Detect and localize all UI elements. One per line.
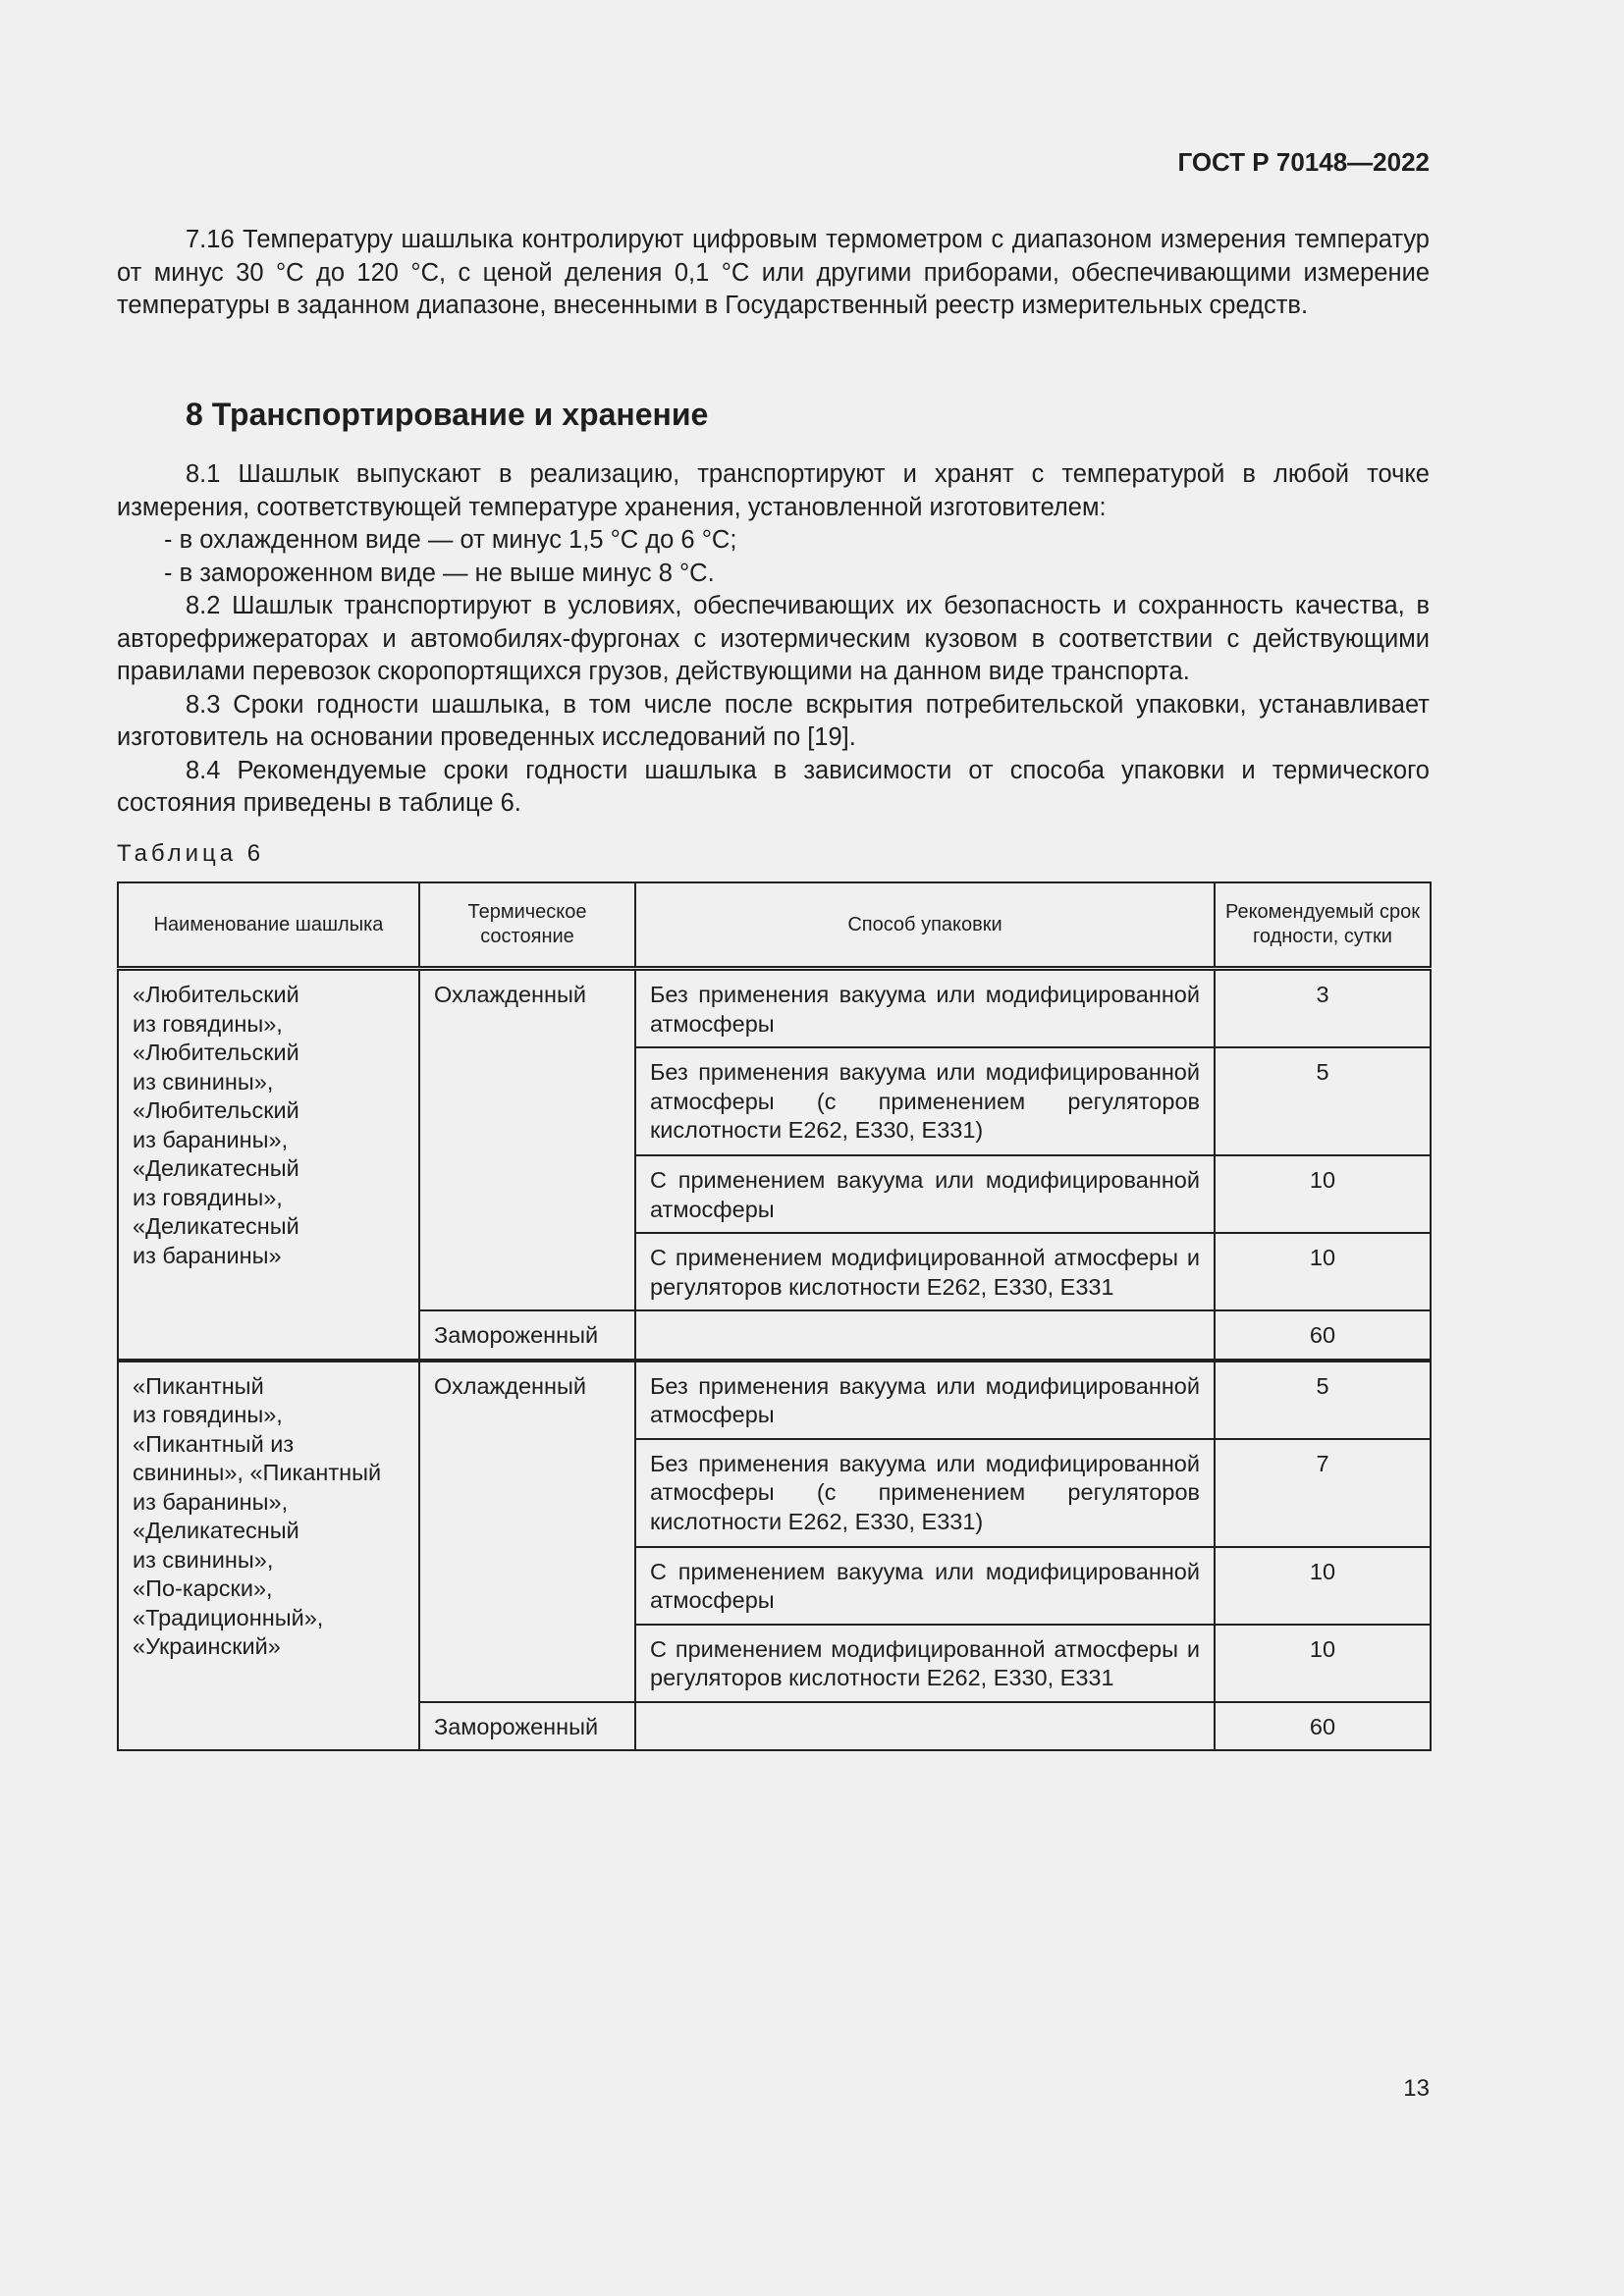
- cell-packing-method-empty: [635, 1310, 1215, 1361]
- product-name-line: «Деликатесный: [133, 1213, 299, 1239]
- table-label: Таблица 6: [117, 840, 265, 867]
- cell-shelf-life: 60: [1215, 1310, 1431, 1361]
- cell-packing-method: Без применения вакуума или модифицированной атмосферы (с применением регуляторов кислотности Е262, Е330, Е331): [635, 1047, 1215, 1155]
- product-name-line: из свинины»,: [133, 1546, 274, 1573]
- cell-shelf-life: 10: [1215, 1547, 1431, 1625]
- document-page: [117, 0, 1430, 2296]
- paragraph-8-4: 8.4 Рекомендуемые сроки годности шашлыка в зависимости от способа упаковки и термического состояния приведены в таблице 6.: [117, 756, 1430, 817]
- cell-packing-method: С применением модифицированной атмосферы и регуляторов кислотности Е262, Е330, Е331: [635, 1233, 1215, 1310]
- cell-shelf-life: 5: [1215, 1047, 1431, 1155]
- cell-product-names: [118, 1361, 419, 1751]
- cell-product-names: [118, 969, 419, 1361]
- document-code: ГОСТ Р 70148—2022: [1177, 147, 1430, 177]
- table-header-row: [118, 882, 1431, 969]
- product-name-line: из говядины»,: [133, 1402, 283, 1427]
- cell-thermal-state: Замороженный: [419, 1310, 635, 1361]
- header-days: Рекомендуемый срок годности, сутки: [1215, 882, 1431, 969]
- product-name-line: «По-карски»,: [133, 1575, 273, 1601]
- paragraph-8-2: 8.2 Шашлык транспортируют в условиях, обеспечивающих их безопасность и сохранность качества, в авторефрижераторах и автомобилях-фургонах с изотермическим кузовом в соответствии с действующими правилами перевозок скоропортящихся грузов, действующими на данном виде транспорта.: [117, 592, 1430, 685]
- section-8-body: [117, 458, 1430, 821]
- cell-shelf-life: 10: [1215, 1155, 1431, 1233]
- product-name-line: из баранины»: [133, 1242, 282, 1268]
- product-name-line: из баранины»,: [133, 1126, 289, 1152]
- cell-shelf-life: 10: [1215, 1233, 1431, 1310]
- paragraph-8-1: 8.1 Шашлык выпускают в реализацию, транспортируют и хранят с температурой в любой точке измерения, соответствующей температуре хранения, установленной изготовителем:: [117, 460, 1430, 521]
- bullet-item: - в замороженном виде — не выше минус 8 °С.: [164, 559, 715, 587]
- cell-thermal-state: Охлажденный: [419, 969, 635, 1311]
- product-name-line: из свинины»,: [133, 1068, 274, 1095]
- product-name-line: «Деликатесный: [133, 1155, 299, 1181]
- product-name-line: «Традиционный»,: [133, 1604, 324, 1630]
- table-row: [118, 1361, 1431, 1439]
- bullet-item: - в охлажденном виде — от минус 1,5 °С до 6 °С;: [164, 526, 737, 554]
- header-thermal: Термическое состояние: [419, 882, 635, 969]
- page-number: 13: [1403, 2075, 1430, 2102]
- cell-thermal-state: Замороженный: [419, 1702, 635, 1751]
- cell-shelf-life: 7: [1215, 1439, 1431, 1547]
- cell-thermal-state: Охлажденный: [419, 1361, 635, 1702]
- cell-packing-method: С применением вакуума или модифицированной атмосферы: [635, 1155, 1215, 1233]
- paragraph-7-16: 7.16 Температуру шашлыка контролируют цифровым термометром с диапазоном измерения температур от минус 30 °С до 120 °С, с ценой деления 0,1 °С или другими приборами, обеспечивающими измерение температуры в заданном диапазоне, внесенными в Государственный реестр измерительных средств.: [117, 226, 1430, 319]
- cell-shelf-life: 3: [1215, 969, 1431, 1048]
- section-8-heading: 8 Транспортирование и хранение: [186, 397, 709, 432]
- cell-packing-method-empty: [635, 1702, 1215, 1751]
- product-name-line: «Любительский: [133, 1097, 299, 1123]
- product-name-line: «Любительский: [133, 982, 299, 1007]
- product-name-line: «Любительский: [133, 1040, 299, 1065]
- table-body: [118, 969, 1431, 1751]
- product-name-line: «Деликатесный: [133, 1518, 299, 1543]
- header-name: Наименование шашлыка: [118, 882, 419, 969]
- cell-shelf-life: 60: [1215, 1702, 1431, 1751]
- cell-packing-method: С применением модифицированной атмосферы и регуляторов кислотности Е262, Е330, Е331: [635, 1625, 1215, 1702]
- product-name-line: «Украинский»: [133, 1633, 281, 1659]
- table-row: [118, 969, 1431, 1048]
- cell-shelf-life: 10: [1215, 1625, 1431, 1702]
- product-name-line: «Пикантный: [133, 1372, 264, 1399]
- paragraph-8-3: 8.3 Сроки годности шашлыка, в том числе после вскрытия потребительской упаковки, устанавливает изготовитель на основании проведенных исследований по [19].: [117, 690, 1430, 751]
- cell-shelf-life: 5: [1215, 1361, 1431, 1439]
- cell-packing-method: Без применения вакуума или модифицированной атмосферы: [635, 969, 1215, 1048]
- cell-packing-method: Без применения вакуума или модифицированной атмосферы: [635, 1361, 1215, 1439]
- product-name-line: «Пикантный из: [133, 1430, 295, 1457]
- product-name-line: свинины», «Пикантный: [133, 1460, 382, 1485]
- cell-packing-method: С применением вакуума или модифицированной атмосферы: [635, 1547, 1215, 1625]
- header-packing: Способ упаковки: [635, 882, 1215, 969]
- cell-packing-method: Без применения вакуума или модифицированной атмосферы (с применением регуляторов кислотности Е262, Е330, Е331): [635, 1439, 1215, 1547]
- product-name-line: из баранины»,: [133, 1488, 289, 1515]
- product-name-line: из говядины»,: [133, 1184, 283, 1210]
- table-6: [117, 881, 1432, 1751]
- product-name-line: из говядины»,: [133, 1010, 283, 1037]
